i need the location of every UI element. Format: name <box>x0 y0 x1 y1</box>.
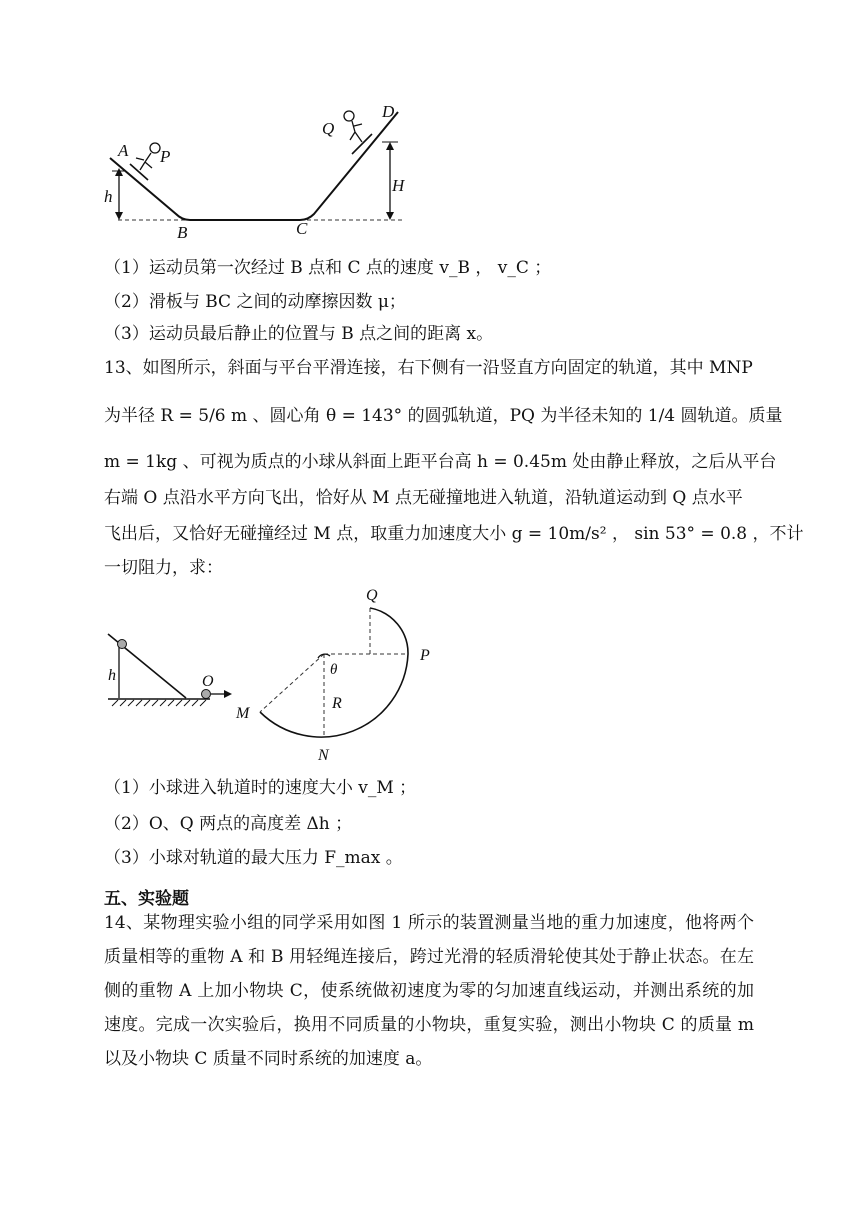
track-path <box>110 112 398 220</box>
label-h: h <box>104 187 113 206</box>
label-R: R <box>332 695 342 712</box>
q12-item-2: （2）滑板与 BC 之间的动摩擦因数 μ； <box>104 292 406 312</box>
ball-on-incline <box>118 640 127 649</box>
label-O: O <box>202 673 214 690</box>
q13-line-1: 13、如图所示，斜面与平台平滑连接，右下侧有一沿竖直方向固定的轨道，其中 MNP <box>104 358 753 378</box>
ski-track-figure <box>100 98 420 240</box>
q13-item-2: （2）O、Q 两点的高度差 Δh ； <box>104 814 353 834</box>
label-Q: Q <box>366 587 378 604</box>
label-h: h <box>108 667 116 684</box>
q13-line-2: 为半径 R = 5/6 m 、圆心角 θ = 143° 的圆弧轨道，PQ 为半径未知的 1/4 圆轨道。质量 <box>104 406 783 426</box>
label-A: A <box>118 141 129 160</box>
q12-item-1: （1）运动员第一次经过 B 点和 C 点的速度 v_B ， v_C ； <box>104 258 552 278</box>
skier-p-icon <box>130 143 160 180</box>
label-Q: Q <box>322 119 335 138</box>
label-P: P <box>420 647 430 664</box>
q13-item-1: （1）小球进入轨道时的速度大小 v_M ； <box>104 778 417 798</box>
q13-line-6: 一切阻力，求： <box>104 558 223 578</box>
label-M: M <box>236 705 250 722</box>
label-H: H <box>392 176 405 195</box>
q13-line-4: 右端 O 点沿水平方向飞出，恰好从 M 点无碰撞地进入轨道，沿轨道运动到 Q 点水平 <box>104 488 743 508</box>
q13-line-3: m = 1kg 、可视为质点的小球从斜面上距平台高 h = 0.45m 处由静止释放，之后从平台 <box>104 452 777 472</box>
label-N: N <box>318 747 329 764</box>
q12-item-3: （3）运动员最后静止的位置与 B 点之间的距离 x。 <box>104 324 494 344</box>
label-C: C <box>296 219 308 238</box>
label-theta: θ <box>330 662 338 678</box>
label-D: D <box>382 102 395 121</box>
label-B: B <box>177 223 188 240</box>
q13-item-3: （3）小球对轨道的最大压力 F_max 。 <box>104 848 403 868</box>
section-5-title: 五、实验题 <box>104 889 189 909</box>
q13-line-5: 飞出后，又恰好无碰撞经过 M 点，取重力加速度大小 g = 10m/s² ， sin 53° = 0.8 ，不计 <box>104 524 804 544</box>
track-figure <box>100 582 450 764</box>
ball-at-O <box>202 690 211 699</box>
q14-paragraph: 14、某物理实验小组的同学采用如图 1 所示的装置测量当地的重力加速度，他将两个质量相等的重物 A 和 B 用轻绳连接后，跨过光滑的轻质滑轮使其处于静止状态。在左侧的重物 A 上加小物块 C，使系统做初速度为零的匀加速直线运动，并测出系统的加速度。完成一次实验后，换用不同质量的小物块，重复实验，测出小物块 C 的质量 m 以及小物块 C 质量不同时系统的加速度 a。 <box>104 913 754 1069</box>
label-P: P <box>160 147 171 166</box>
